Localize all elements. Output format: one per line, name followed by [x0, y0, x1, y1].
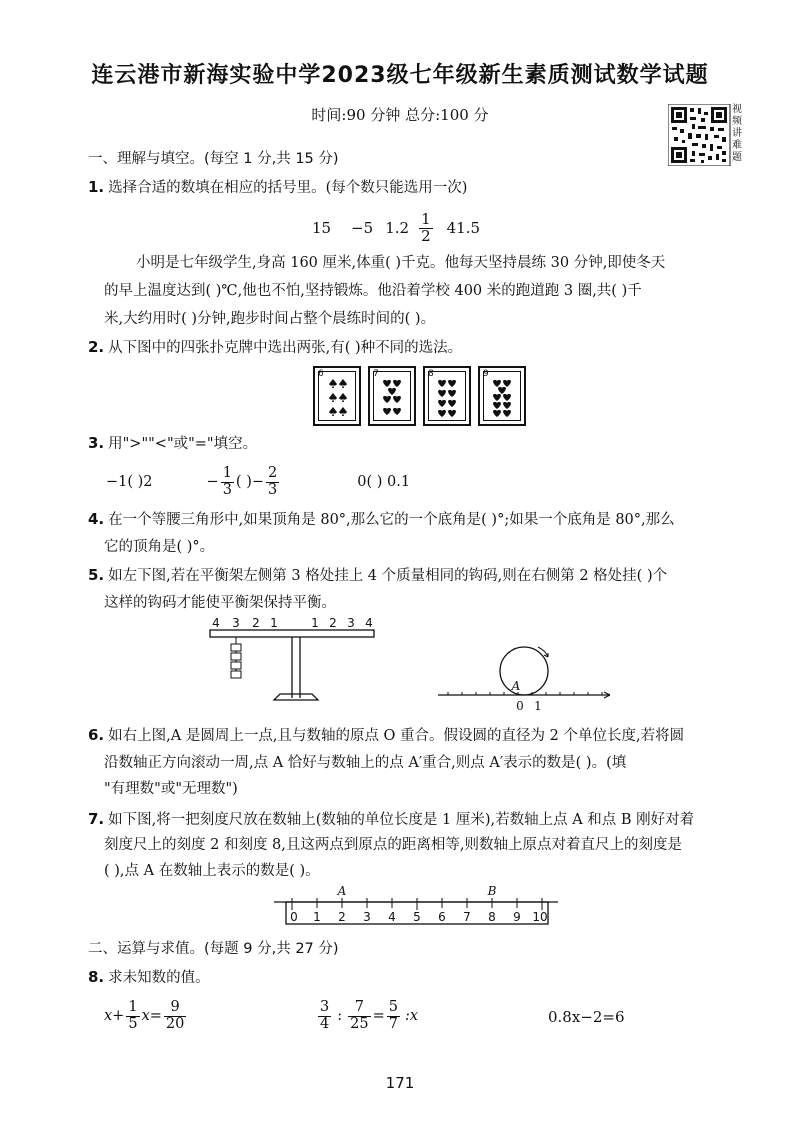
page-number: 171 — [385, 1074, 415, 1092]
fraction-numerator: 1 — [222, 465, 232, 482]
ruler-tick-label: 2 — [338, 910, 346, 924]
choice-fraction — [419, 209, 433, 245]
heart-pips-icon — [370, 368, 414, 424]
question-number: 1. — [88, 178, 105, 196]
beam-label: 2 — [329, 616, 337, 630]
ruler-point-a-label: A — [337, 884, 347, 898]
playing-card — [478, 366, 526, 426]
fraction-denominator: 7 — [388, 1015, 398, 1032]
rolling-circle-figure — [434, 640, 614, 714]
beam-label: 3 — [232, 616, 240, 630]
question-7-line-3: ( ),点 A 在数轴上表示的数是( )。 — [104, 863, 320, 879]
equation-term: :x — [404, 1007, 419, 1024]
fraction-denominator: 25 — [350, 1015, 369, 1032]
question-5-line-2: 这样的钩码才能使平衡架保持平衡。 — [104, 595, 336, 611]
question-8 — [88, 970, 210, 986]
question-6-line-2: 沿数轴正方向滚动一周,点 A 恰好与数轴上的点 A′重合,则点 A′表示的数是( )。(填 — [104, 755, 627, 771]
ratio-colon: : — [337, 1007, 343, 1024]
equation-term: x+ — [104, 1007, 125, 1024]
question-6-line-3: "有理数"或"无理数") — [104, 781, 238, 797]
question-number: 5. — [88, 566, 105, 584]
section-1-heading: 一、理解与填空。(每空 1 分,共 15 分) — [88, 151, 339, 167]
ruler-tick-label: 4 — [388, 910, 396, 924]
ruler-number-line-figure — [272, 884, 562, 928]
ruler-tick-label: 5 — [413, 910, 421, 924]
page-title: 连云港市新海实验中学2023级七年级新生素质测试数学试题 — [91, 63, 709, 88]
fraction-numerator: 1 — [421, 209, 431, 228]
choice-number: 41.5 — [446, 218, 481, 237]
point-a-label: A — [511, 679, 521, 693]
equation-term: x= — [141, 1007, 162, 1024]
fraction-numerator: 3 — [320, 999, 330, 1016]
fraction-denominator: 20 — [165, 1015, 185, 1032]
ruler-tick-label: 6 — [438, 910, 446, 924]
beam-label: 1 — [311, 616, 319, 630]
exam-time-and-score: 时间:90 分钟 总分:100 分 — [311, 106, 489, 124]
card-rank: 6 — [318, 369, 324, 379]
fraction-numerator: 7 — [348, 1000, 370, 1016]
ruler-tick-label: 8 — [488, 910, 496, 924]
fraction — [221, 466, 234, 497]
balance-beam-figure — [200, 614, 380, 706]
question-7 — [88, 812, 694, 828]
fraction-numerator: 9 — [164, 1000, 186, 1016]
qr-code[interactable] — [668, 104, 748, 166]
beam-label: 4 — [212, 616, 220, 630]
question-number: 7. — [88, 810, 105, 828]
question-5 — [88, 568, 667, 584]
fraction-denominator: 2 — [421, 226, 431, 245]
ruler-point-b-label: B — [487, 884, 497, 898]
equals-sign: = — [372, 1007, 385, 1024]
choice-number: −5 — [351, 218, 374, 237]
ruler-tick-label: 9 — [513, 910, 521, 924]
fraction-numerator: 1 — [128, 999, 138, 1016]
comparison-a: −1( )2 — [106, 473, 153, 490]
q1-paragraph-line-3: 米,大约用时( )分钟,跑步时间占整个晨练时间的( )。 — [104, 311, 436, 327]
question-1 — [88, 180, 467, 196]
section-2-heading: 二、运算与求值。(每题 9 分,共 27 分) — [88, 941, 339, 957]
q1-paragraph-line-1: 小明是七年级学生,身高 160 厘米,体重( )千克。他每天坚持晨练 30 分钟,即使冬天 — [136, 255, 666, 271]
ruler-tick-label: 3 — [363, 910, 371, 924]
beam-label: 2 — [252, 616, 260, 630]
fraction-numerator: 2 — [268, 465, 278, 482]
beam-label: 1 — [270, 616, 278, 630]
question-2 — [88, 340, 462, 356]
question-number: 8. — [88, 968, 105, 986]
choice-number: 1.2 — [385, 218, 410, 237]
comparison-c: 0( ) 0.1 — [357, 473, 411, 490]
q1-number-choices — [312, 210, 480, 246]
axis-label: 0 — [516, 699, 524, 713]
minus-sign: − — [206, 473, 219, 490]
spade-pips-icon — [315, 368, 359, 424]
playing-card — [368, 366, 416, 426]
question-3 — [88, 436, 257, 452]
fraction-denominator: 4 — [320, 1015, 330, 1032]
question-number: 6. — [88, 726, 105, 744]
question-7-line-1: 如下图,将一把刻度尺放在数轴上(数轴的单位长度是 1 厘米),若数轴上点 A 和点 B 刚好对着 — [108, 812, 695, 828]
fraction — [387, 1000, 400, 1031]
card-rank: 9 — [483, 369, 489, 379]
heart-pips-icon — [425, 368, 469, 424]
q3-comparisons — [106, 462, 410, 502]
equation-1 — [104, 996, 188, 1036]
q1-paragraph-line-2: 的早上温度达到( )℃,他也不怕,坚持锻炼。他沿着学校 400 米的跑道跑 3 圈,共( )千 — [104, 283, 642, 299]
question-4-line-1: 在一个等腰三角形中,如果顶角是 80°,那么它的一个底角是( )°;如果一个底角是 80°,那么 — [108, 512, 675, 528]
question-1-text: 选择合适的数填在相应的括号里。(每个数只能选用一次) — [108, 180, 468, 196]
fraction-denominator: 5 — [128, 1015, 138, 1032]
fraction-denominator: 3 — [222, 481, 232, 498]
beam-label: 4 — [365, 616, 373, 630]
ruler-tick-label: 10 — [532, 910, 548, 924]
question-3-text: 用">""<"或"="填空。 — [108, 436, 258, 452]
comparison-blank: ( )− — [235, 473, 264, 490]
axis-label: 1 — [534, 699, 542, 713]
playing-card — [313, 366, 361, 426]
question-5-line-1: 如左下图,若在平衡架左侧第 3 格处挂上 4 个质量相同的钩码,则在右侧第 2 格处挂( )个 — [108, 568, 668, 584]
fraction — [164, 1000, 186, 1031]
choice-number: 15 — [312, 218, 332, 237]
question-6-line-1: 如右上图,A 是圆周上一点,且与数轴的原点 O 重合。假设圆的直径为 2 个单位长度,若将圆 — [108, 728, 685, 744]
fraction — [348, 1000, 370, 1031]
equation-2 — [316, 996, 418, 1036]
ruler-tick-label: 1 — [313, 910, 321, 924]
card-rank: 7 — [373, 369, 379, 379]
question-number: 4. — [88, 510, 105, 528]
fraction — [126, 1000, 139, 1031]
qr-label: 视频讲难题 — [732, 104, 742, 163]
heart-pips-icon — [480, 368, 524, 424]
question-7-line-2: 刻度尺上的刻度 2 和刻度 8,且这两点到原点的距离相等,则数轴上原点对着直尺上的刻度是 — [104, 837, 682, 853]
playing-card — [423, 366, 471, 426]
question-4 — [88, 512, 675, 528]
question-number: 3. — [88, 434, 105, 452]
question-6 — [88, 728, 684, 744]
fraction-denominator: 3 — [268, 481, 278, 498]
question-2-text: 从下图中的四张扑克牌中选出两张,有( )种不同的选法。 — [108, 340, 463, 356]
fraction — [266, 466, 279, 497]
ruler-tick-label: 0 — [290, 910, 298, 924]
ruler-tick-label: 7 — [463, 910, 471, 924]
card-rank: 8 — [428, 369, 434, 379]
fraction-numerator: 5 — [388, 999, 398, 1016]
question-8-text: 求未知数的值。 — [108, 970, 210, 986]
equation-3: 0.8x−2=6 — [548, 1008, 625, 1026]
question-4-line-2: 它的顶角是( )°。 — [104, 539, 215, 555]
beam-label: 3 — [347, 616, 355, 630]
fraction — [318, 1000, 331, 1031]
question-number: 2. — [88, 338, 105, 356]
